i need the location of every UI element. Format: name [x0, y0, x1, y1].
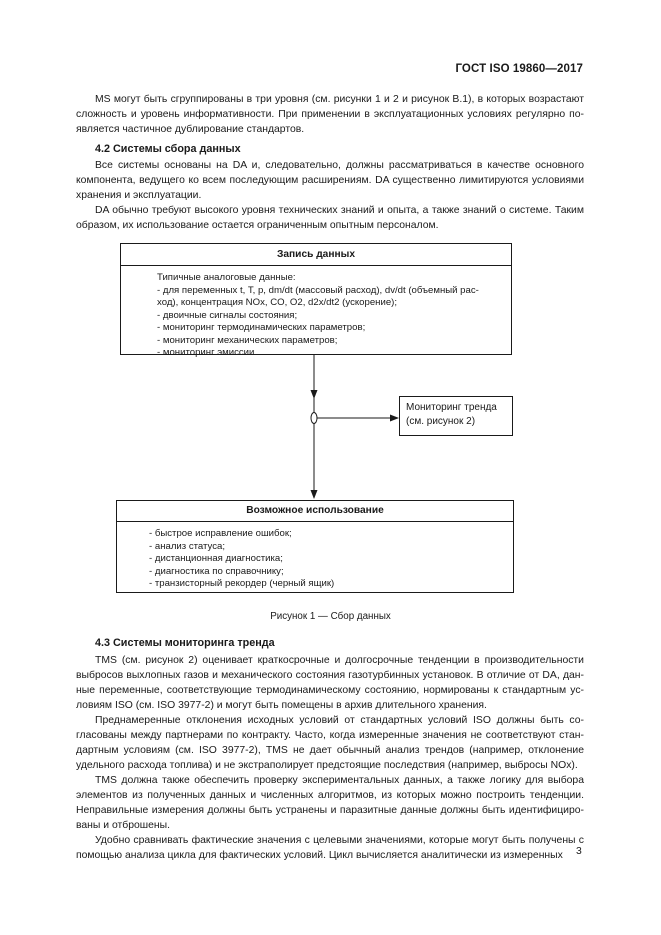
list-item: - транзисторный рекордер (черный ящик) — [149, 578, 335, 589]
list-item: ход), концентрация NOx, CO, O2, d2x/dt2 (ускорение); — [157, 297, 398, 308]
list-item: - мониторинг эмиссии — [157, 347, 255, 358]
arrow-down-use-icon — [311, 490, 318, 499]
data-record-box — [120, 243, 512, 358]
paragraph: Удобно сравнивать фактические значения с целевыми значениями, которые могут быть получены с помощью анализа цикла для фактических условий. Цикл вычисляется аналитически из измеренных — [76, 835, 584, 861]
possible-use-list — [149, 528, 513, 591]
list-item: - дистанционная диагностика; — [149, 553, 283, 564]
junction-node-icon — [311, 413, 317, 424]
figure-1-caption: Рисунок 1 — Сбор данных — [270, 611, 391, 622]
possible-use-title: Возможное использование — [117, 501, 513, 522]
list-item: - мониторинг термодинамических параметров; — [157, 322, 366, 333]
list-item: - анализ статуса; — [149, 540, 226, 552]
possible-use-box — [116, 500, 514, 593]
paragraph: TMS (см. рисунок 2) оценивает краткосрочные и долгосрочные тенденции в производительности выбросов выхлопных газов и механического состояния газотурбинных установок. В отличие от DA, дан-ные переменные, соответствующие термодинамическому состоянию, нормированы к стандартным ус-ловиям ISO (см. ISO 3977-2) и могут быть помещены в архив длительного хранения. — [76, 655, 584, 711]
list-item: - диагностика по справочнику; — [149, 565, 284, 577]
trend-monitoring-box — [399, 396, 513, 436]
list-item: - быстрое исправление ошибок; — [149, 528, 292, 539]
paragraph: Преднамеренные отклонения исходных условий от стандартных условий ISO должны быть со-гласованы между партнерами по контракту. Часто, когда измеренные значения не соответствуют стан-дартным условиям (см. ISO 3977-2), TMS не дает обычный анализ трендов (например, отклонение удельного расхода топлива) и не экстраполирует предстоящие последствия (например, выбросы NOx). — [76, 715, 584, 771]
arrow-down-node-icon — [311, 390, 318, 399]
trend-box-line-2: (см. рисунок 2) — [406, 416, 476, 427]
possible-use-body — [117, 522, 513, 591]
paragraph: Все системы основаны на DA и, следовательно, должны рассматриваться в качестве основного компонента, ведущего ко всем последующим расширениям. DA существенно лимитируются условиями хранения и эксплуатации. — [76, 160, 584, 201]
list-item: - мониторинг механических параметров; — [157, 334, 338, 346]
section-4-3-heading: 4.3 Системы мониторинга тренда — [95, 637, 275, 649]
section-4-3-text — [76, 653, 584, 863]
page-number: 3 — [576, 846, 582, 857]
data-record-body — [121, 266, 511, 360]
data-record-list — [157, 285, 511, 360]
paragraph: DA обычно требуют высокого уровня технических знаний и опыта, а также знаний о системе. Таким образом, их использование остается ограниченным опытным персоналом. — [76, 205, 584, 231]
arrow-right-trend-icon — [390, 415, 399, 422]
list-item: - двоичные сигналы состояния; — [157, 309, 298, 321]
data-record-intro: Типичные аналоговые данные: — [157, 272, 296, 283]
list-item: - для переменных t, T, p, dm/dt (массовый расход), dv/dt (объемный рас- — [157, 284, 479, 296]
intro-paragraph: MS могут быть сгруппированы в три уровня (см. рисунки 1 и 2 и рисунок В.1), в которых возрастают сложность и уровень информативности. При применении в эксплуатационных условиях регулярно по-является частичное дублирование стандартов. — [76, 94, 584, 135]
trend-box-line-1: Мониторинг тренда — [406, 402, 497, 413]
data-record-title: Запись данных — [121, 244, 511, 266]
section-4-2-heading: 4.2 Системы сбора данных — [95, 143, 241, 155]
document-header: ГОСТ ISO 19860—2017 — [455, 63, 583, 75]
paragraph: TMS должна также обеспечить проверку экспериментальных данных, а также логику для выбора элементов из полученных данных и численных алгоритмов, из которых можно построить тенденции. Неправильные измерения должны быть устранены и паразитные данные должны быть идентифициро-ваны и отброшены. — [76, 775, 584, 831]
